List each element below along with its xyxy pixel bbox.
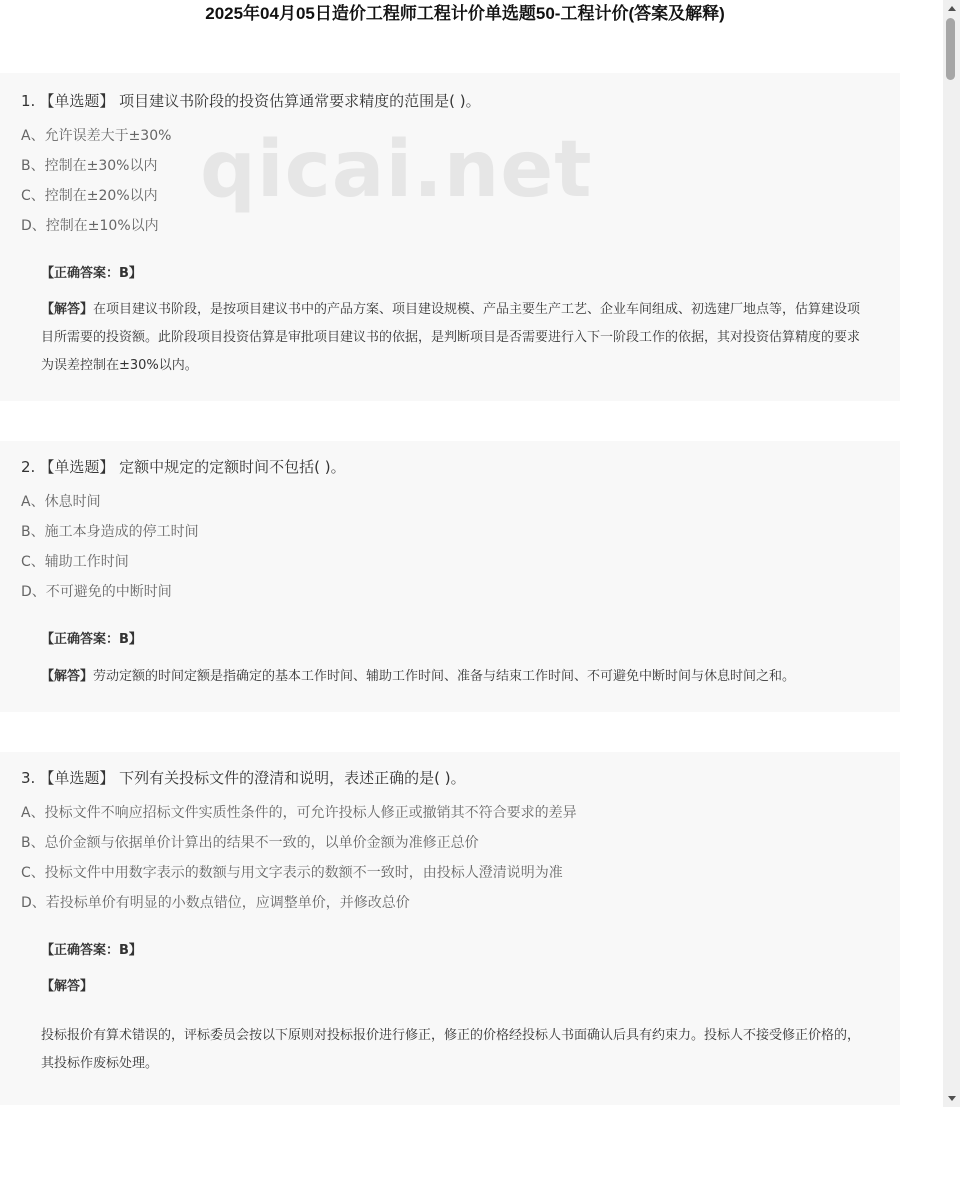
explanation-text: 投标报价有算术错误的，评标委员会按以下原则对投标报价进行修正，修正的价格经投标人书面确认后具有约束力。投标人不接受修正价格的，其投标作废标处理。 [41, 1028, 861, 1071]
option-c[interactable]: C、控制在±20%以内 [21, 188, 158, 204]
option-c[interactable]: C、投标文件中用数字表示的数额与用文字表示的数额不一致时，由投标人澄清说明为准 [21, 865, 563, 881]
scroll-thumb[interactable] [946, 18, 955, 80]
question-type-tag: 【单选题】 [39, 458, 115, 476]
explanation-text: 劳动定额的时间定额是指确定的基本工作时间、辅助工作时间、准备与结束工作时间、不可避免中断时间与休息时间之和。 [93, 669, 796, 684]
question-type-tag: 【单选题】 [39, 92, 115, 110]
option-d[interactable]: D、不可避免的中断时间 [21, 584, 172, 600]
option-b[interactable]: B、总价金额与依据单价计算出的结果不一致的，以单价金额为准修正总价 [21, 835, 479, 851]
scroll-up-arrow-icon[interactable] [943, 0, 960, 17]
explanation-text: 在项目建议书阶段，是按项目建议书中的产品方案、项目建设规模、产品主要生产工艺、企业车间组成、初选建厂地点等，估算建设项目所需要的投资额。此阶段项目投资估算是审批项目建议书的依据，是判断项目是否需要进行入下一阶段工作的依据，其对投资估算精度的要求为误差控制在±30%以内。 [41, 302, 861, 373]
option-d[interactable]: D、若投标单价有明显的小数点错位，应调整单价，并修改总价 [21, 895, 410, 911]
option-c[interactable]: C、辅助工作时间 [21, 554, 129, 570]
page-title: 2025年04月05日造价工程师工程计价单选题50-工程计价(答案及解释) [205, 4, 725, 23]
question-text: 项目建议书阶段的投资估算通常要求精度的范围是( )。 [119, 92, 481, 110]
correct-answer: 【正确答案：B】 [41, 632, 142, 647]
question-text: 定额中规定的定额时间不包括( )。 [119, 458, 346, 476]
vertical-scrollbar[interactable] [943, 0, 960, 1107]
option-a[interactable]: A、投标文件不响应招标文件实质性条件的，可允许投标人修正或撤销其不符合要求的差异 [21, 805, 577, 821]
option-d[interactable]: D、控制在±10%以内 [21, 218, 159, 234]
question-card-3 [0, 752, 900, 1105]
question-type-tag: 【单选题】 [39, 769, 115, 787]
question-number: 2. [21, 458, 36, 476]
question-stem [21, 768, 466, 788]
watermark: qicai.net [200, 125, 593, 215]
question-text: 下列有关投标文件的澄清和说明，表述正确的是( )。 [119, 769, 466, 787]
question-stem [21, 457, 346, 477]
question-card-2 [0, 441, 900, 712]
option-b[interactable]: B、施工本身造成的停工时间 [21, 524, 199, 540]
explanation-label: 【解答】 [41, 669, 94, 684]
question-number: 3. [21, 769, 36, 787]
question-stem [21, 91, 481, 111]
scroll-down-arrow-icon[interactable] [943, 1090, 960, 1107]
explanation [41, 663, 871, 691]
option-a[interactable]: A、允许误差大于±30% [21, 128, 172, 144]
option-b[interactable]: B、控制在±30%以内 [21, 158, 158, 174]
explanation-label: 【解答】 [41, 302, 94, 317]
question-number: 1. [21, 92, 36, 110]
correct-answer: 【正确答案：B】 [41, 266, 142, 281]
explanation-label: 【解答】 [41, 979, 94, 994]
option-a[interactable]: A、休息时间 [21, 494, 101, 510]
correct-answer: 【正确答案：B】 [41, 943, 142, 958]
explanation [41, 296, 871, 380]
question-card-1 [0, 73, 900, 401]
